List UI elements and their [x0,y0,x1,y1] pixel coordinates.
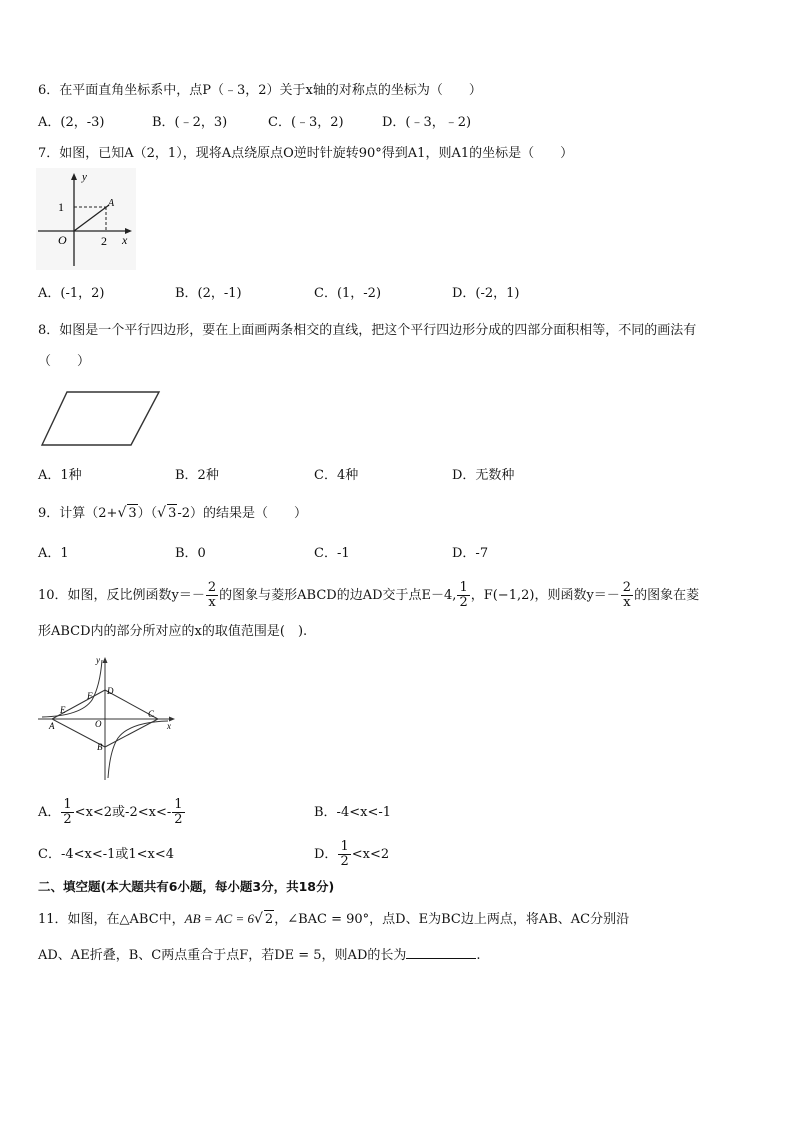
q10-option-d-frac-den: 2 [340,854,349,869]
q11-stem-line2 [38,946,481,965]
q7-label-2: 2 [101,234,107,248]
q9-radicand-1: 3 [128,506,137,521]
q10-label-o: O [95,719,102,729]
q8-option-d: D．无数种 [452,468,515,483]
q10-option-d-frac [338,840,350,869]
q7-label-o: O [58,233,67,247]
q10-fraction-1-num: 2 [207,580,217,595]
section2-heading: 二、填空题(本大题共有6小题，每小题3分，共18分) [38,879,335,894]
q10-label-f: F [87,691,93,701]
q10-fraction-1-den: x [208,595,216,610]
q11-line2-text: AD、AE折叠，B、C两点重合于点F，若DE = 5，则AD的长为 [38,948,407,963]
q10-option-b: B．-4<x<-1 [314,805,391,820]
q10-option-a [38,797,186,829]
q9-option-c: C．-1 [314,546,350,561]
q9-suffix: -2）的结果是（ ） [177,506,308,521]
q10-label-a: A [49,721,55,731]
q7-label-1: 1 [58,200,64,214]
q10-fraction-2-num: 2 [622,580,632,595]
q10-label-y: y [96,655,100,665]
q10-option-d-frac-num: 1 [340,839,349,854]
q8-option-a: A．1种 [38,468,82,483]
q9-option-d: D．-7 [452,546,489,561]
q9-option-b: B．0 [175,546,206,561]
q8-parallelogram [42,392,159,445]
q10-fraction-2-den: x [623,595,631,610]
q8-option-b: B．2种 [175,468,219,483]
q6-option-a: A．(2，-3) [38,115,105,130]
q10-option-a-frac2 [172,798,184,827]
q7-option-c: C．(1，-2) [314,286,382,301]
q9-prefix: 9．计算（2+ [38,506,118,521]
q10-option-c: C．-4<x<-1或1<x<4 [38,847,175,862]
q11-part1: 11．如图，在△ABC中， [38,912,185,927]
q6-stem: 6．在平面直角坐标系中，点P（﹣3，2）关于x轴的对称点的坐标为（ ） [38,83,482,98]
q11-end: . [476,948,481,963]
q10-part4: 的图象在菱 [634,588,700,603]
q10-option-a-mid: <x<2或-2<x<- [74,805,172,820]
q6-option-d: D．(﹣3，﹣2) [382,115,472,130]
q10-label-x: x [167,721,171,731]
q10-option-a-prefix: A． [38,805,61,820]
q9-option-a: A．1 [38,546,69,561]
q9-mid: ）（ [137,506,158,521]
q10-option-a-frac1-num: 1 [63,797,72,812]
q8-option-c: C．4种 [314,468,359,483]
q7-stem: 7．如图，已知A（2，1），现将A点绕原点O逆时针旋转90°得到A1，则A1的坐标是（ ） [38,146,574,161]
q7-option-b: B．(2，-1) [175,286,242,301]
q11-stem-line1 [38,910,629,929]
q10-label-e: E [60,705,66,715]
q10-stem-line1 [38,580,699,612]
q7-label-x: x [122,233,128,247]
q7-label-a: A [108,198,115,209]
q10-option-a-frac1-den: 2 [63,812,72,827]
q10-label-b: B [97,742,103,752]
q8-paren: （ ） [38,354,91,369]
q9-stem [38,504,307,523]
q7-option-a: A．(-1，2) [38,286,105,301]
q10-y-arrow [103,657,108,663]
q11-condition: AB = AC = 6 [184,911,254,926]
q7-figure [36,168,136,270]
q11-part2: ，∠BAC = 90°，点D、E为BC边上两点，将AB、AC分别沿 [274,912,630,927]
q10-option-a-frac2-num: 1 [174,797,183,812]
q6-option-b: B．(﹣2，3) [152,115,228,130]
q10-figure [36,652,178,784]
q10-option-d-prefix: D． [314,847,338,862]
q6-option-c: C．(﹣3，2) [268,115,344,130]
q7-option-d: D．(-2，1) [452,286,520,301]
q7-figure-background [36,168,136,270]
q11-radicand: 2 [264,912,274,927]
q9-radical-sign-2: √ [157,505,167,521]
q10-part3: ，F(−1,2)，则函数y＝－ [470,588,620,603]
q9-radical-sign-1: √ [117,505,127,521]
q10-option-d-post: <x<2 [351,847,390,862]
q10-part1: 10．如图，反比例函数y＝－ [38,588,205,603]
q9-radicand-2: 3 [168,506,177,521]
q10-label-c: C [148,709,155,719]
q11-radical-sign: √ [253,911,263,927]
q10-half-den: 2 [459,595,468,610]
q8-parallelogram-figure [38,390,162,448]
q10-option-d [314,839,389,871]
q10-fraction-1 [206,581,218,610]
q10-label-d: D [107,686,114,696]
q8-stem: 8．如图是一个平行四边形，要在上面画两条相交的直线，把这个平行四边形分成的四部分面积相等，不同的画法有 [38,323,697,338]
q10-option-a-frac1 [61,798,73,827]
q10-option-a-frac2-den: 2 [174,812,183,827]
q7-label-y: y [82,171,87,183]
q10-part2: 的图象与菱形ABCD的边AD交于点E－4, [219,588,457,603]
q10-fraction-half [457,581,469,610]
q11-answer-blank[interactable] [406,946,476,959]
q10-stem-line2: 形ABCD内的部分所对应的x的取值范围是( ). [38,624,308,639]
q10-fraction-2 [621,581,633,610]
q10-half-num: 1 [459,580,468,595]
